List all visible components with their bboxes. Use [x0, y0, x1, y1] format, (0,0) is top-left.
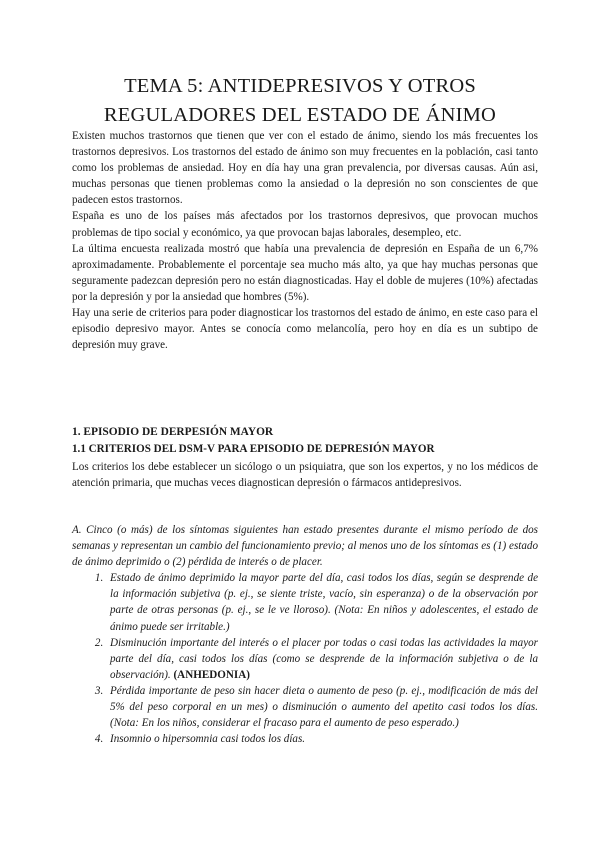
intro-paragraph: La última encuesta realizada mostró que había una prevalencia de depresión en España de un 6,7% aproximadamente. Probablemente el porcentaje sea mucho más alto, ya que hay muchas personas que seguramente padezcan depresión pero no están diagnosticadas. Hay el doble de mujeres (10%) afectadas por la depresión y por la ansiedad que hombres (5%).	[72, 242, 538, 303]
intro-paragraph: Existen muchos trastornos que tienen que ver con el estado de ánimo, siendo los más frecuentes los trastornos depresivos. Los trastornos del estado de ánimo son muy frecuentes en la población, casi tanto como los problemas de ansiedad. Hoy en día hay una gran prevalencia, por diversas causas. Aún asi, muchas personas que tienen problemas como la ansiedad o la depresión no son conscientes de que padecen estos trastornos.	[72, 130, 538, 207]
title-line-2: REGULADORES DEL ESTADO DE ÁNIMO	[103, 104, 497, 126]
criteria-intro-text: Los criterios los debe establecer un sicólogo o un psiquiatra, que son los expertos, y no los médicos de atención primaria, que muchas veces diagnostican depresión o fármacos antidepresivos.	[72, 461, 538, 490]
symptom-item	[106, 683, 538, 731]
symptom-item	[106, 635, 538, 683]
title-line-1: TEMA 5: ANTIDEPRESIVOS Y OTROS	[124, 75, 476, 97]
symptom-text: Insomnio o hipersomnia casi todos los días.	[110, 733, 306, 746]
subsection-heading: 1.1 CRITERIOS DEL DSM-V PARA EPISODIO DE DEPRESIÓN MAYOR	[72, 443, 435, 455]
criterion-a: A. Cinco (o más) de los síntomas siguientes han estado presentes durante el mismo período de dos semanas y representan un cambio del funcionamiento previo; al menos uno de los síntomas es (1) estado de ánimo deprimido o (2) pérdida de interés o de placer.	[72, 524, 538, 569]
criteria-section	[72, 522, 538, 747]
symptom-list	[72, 570, 538, 747]
criteria-intro	[72, 459, 538, 491]
symptom-text: Estado de ánimo deprimido la mayor parte del día, casi todos los días, según se desprende de la información subjetiva (p. ej., se siente triste, vacío, sin esperanza) o de la observación por parte de otras personas (p. ej., se le ve lloroso). (Nota: En niños y adolescentes, el estado de ánimo puede ser irritable.)	[110, 572, 538, 633]
section-heading: 1. EPISODIO DE DERPESIÓN MAYOR	[72, 426, 274, 438]
symptom-text: Disminución importante del interés o el placer por todas o casi todas las actividades la mayor parte del día, casi todos los días (como se desprende de la información subjetiva o de la observación).	[110, 636, 538, 681]
symptom-text: Pérdida importante de peso sin hacer dieta o aumento de peso (p. ej., modificación de más del 5% del peso corporal en un mes) o disminución o aumento del apetito casi todos los días. (Nota: En los niños, considerar el fracaso para el aumento de peso esperado.)	[110, 684, 538, 730]
symptom-item	[106, 731, 538, 747]
document-title	[60, 72, 540, 130]
intro-paragraph: Hay una serie de criterios para poder diagnosticar los trastornos del estado de ánimo, en este caso para el episodio depresivo mayor. Antes se conocía como melancolía, pero hoy en día es un subtipo de depresión muy grave.	[72, 307, 538, 352]
symptom-item	[106, 570, 538, 634]
intro-section	[72, 128, 538, 353]
intro-paragraph: España es uno de los países más afectados por los trastornos depresivos, que provocan muchos problemas de tipo social y económico, ya que provocan bajas laborales, desempleo, etc.	[72, 210, 538, 239]
anhedonia-tag: (ANHEDONIA)	[173, 668, 250, 681]
